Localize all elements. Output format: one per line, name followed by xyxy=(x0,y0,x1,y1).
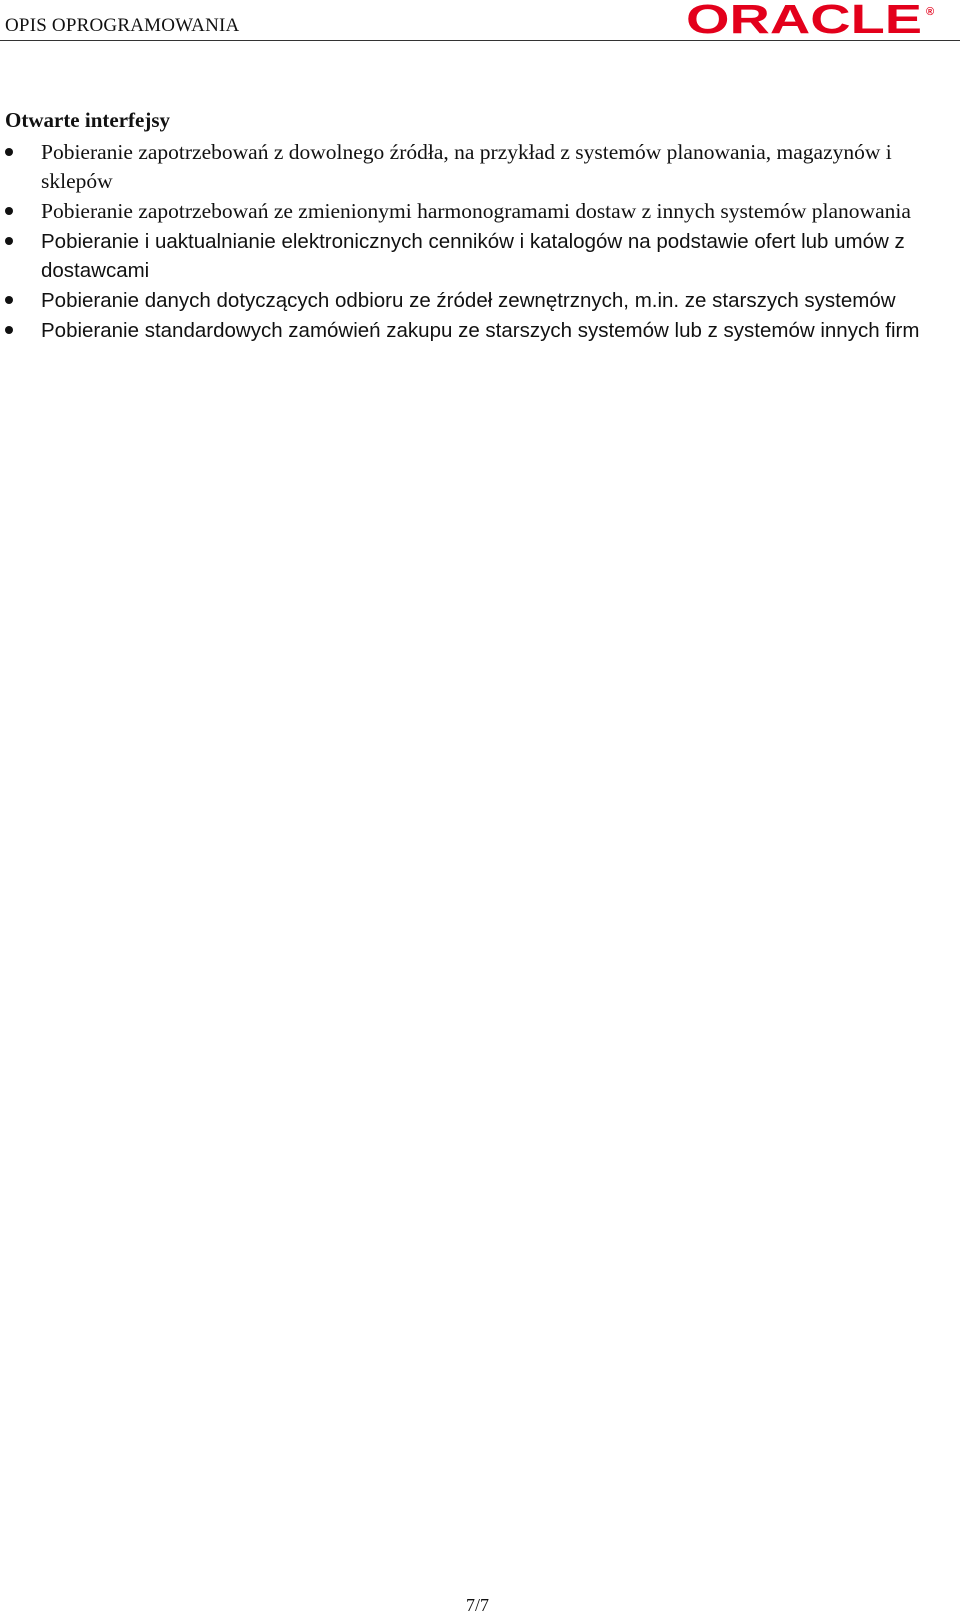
feature-list xyxy=(0,138,950,346)
page-header xyxy=(0,0,960,44)
registered-mark: ® xyxy=(926,6,935,18)
header-divider xyxy=(0,40,960,41)
oracle-logo-text: ORACLE xyxy=(686,2,922,36)
bullet-icon xyxy=(5,326,13,334)
list-item-text: Pobieranie standardowych zamówień zakupu ze starszych systemów lub z systemów innych firm xyxy=(41,319,920,342)
document-title: OPIS OPROGRAMOWANIA xyxy=(5,15,240,36)
page-number: 7/7 xyxy=(466,1595,490,1615)
list-item xyxy=(0,227,941,285)
list-item xyxy=(0,286,941,315)
bullet-icon xyxy=(5,296,13,304)
bullet-icon xyxy=(5,237,13,245)
list-item-text: Pobieranie zapotrzebowań z dowolnego źródła, na przykład z systemów planowania, magazynów i sklepów xyxy=(41,140,892,193)
list-item-text: Pobieranie i uaktualnianie elektronicznych cenników i katalogów na podstawie ofert lub umów z dostawcami xyxy=(41,230,905,282)
list-item xyxy=(0,197,941,226)
list-item xyxy=(0,138,941,196)
oracle-logo xyxy=(686,2,942,36)
bullet-icon xyxy=(5,207,13,215)
list-item-text: Pobieranie danych dotyczących odbioru ze źródeł zewnętrznych, m.in. ze starszych systemów xyxy=(41,289,896,312)
list-item xyxy=(0,316,941,345)
list-item-text: Pobieranie zapotrzebowań ze zmienionymi harmonogramami dostaw z innych systemów planowania xyxy=(41,199,911,223)
section-heading: Otwarte interfejsy xyxy=(5,108,171,132)
bullet-icon xyxy=(5,148,13,156)
